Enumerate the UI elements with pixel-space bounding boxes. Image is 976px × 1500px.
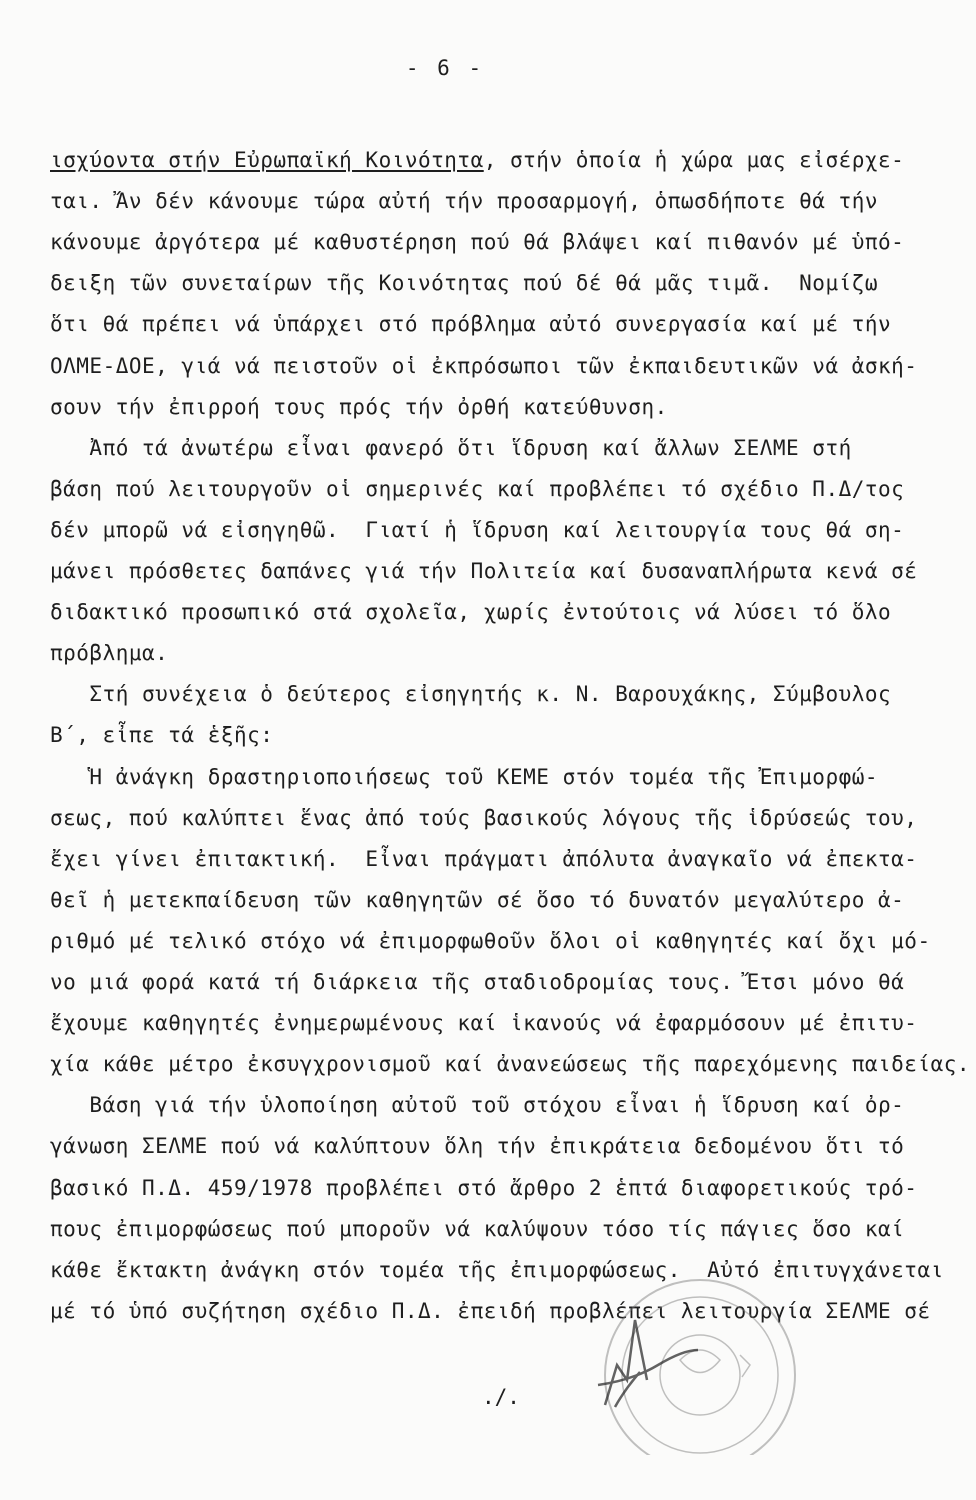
official-stamp-icon: [560, 1235, 940, 1455]
line-text: , στήν ὁποία ἡ χώρα μας εἰσέρχε-: [483, 148, 905, 172]
text-line: [50, 150, 904, 171]
text-line: ριθμό μέ τελικό στόχο νά ἐπιμορφωθοῦν ὅλοι οἱ καθηγητές καί ὄχι μό-: [50, 928, 931, 953]
underlined-phrase: ισχύοντα στήν Εὐρωπαϊκή Κοινότητα: [50, 148, 484, 172]
text-line: βάση πού λειτουργοῦν οἱ σημερινές καί προβλέπει τό σχέδιο Π.Δ/τος: [50, 476, 905, 501]
text-line: βασικό Π.Δ. 459/1978 προβλέπει στό ἄρθρο 2 ἑπτά διαφορετικούς τρό-: [50, 1175, 918, 1200]
text-line: κάνουμε ἀργότερα μέ καθυστέρηση πού θά βλάψει καί πιθανόν μέ ὑπό-: [50, 230, 905, 255]
text-line: πους ἐπιμορφώσεως πού μποροῦν νά καλύψουν τόσο τίς πάγιες ὅσο καί: [50, 1216, 905, 1241]
text-line: μέ τό ὑπό συζήτηση σχέδιο Π.Δ. ἐπειδή προβλέπει λειτουργία ΣΕΛΜΕ σέ: [50, 1298, 931, 1323]
text-line: διδακτικό προσωπικό στά σχολεῖα, χωρίς ἐντούτοις νά λύσει τό ὅλο: [50, 600, 892, 625]
text-line: θεῖ ἡ μετεκπαίδευση τῶν καθηγητῶν σέ ὅσο τό δυνατόν μεγαλύτερο ἀ-: [50, 887, 905, 912]
text-line: σουν τήν ἐπιρροή τους πρός τήν ὀρθή κατεύθυνση.: [50, 394, 668, 419]
text-line: ὅτι θά πρέπει νά ὑπάρχει στό πρόβλημα αὐτό συνεργασία καί μέ τήν: [50, 312, 892, 337]
text-line: Β΄, εἶπε τά ἑξῆς:: [50, 723, 274, 748]
text-line: μάνει πρόσθετες δαπάνες γιά τήν Πολιτεία καί δυσαναπλήρωτα κενά σέ: [50, 559, 918, 583]
text-line: ἔχει γίνει ἐπιτακτική. Εἶναι πράγματι ἀπόλυτα ἀναγκαῖο νά ἐπεκτα-: [50, 846, 918, 871]
text-line: νο μιά φορά κατά τή διάρκεια τῆς σταδιοδρομίας τους. Ἔτσι μόνο θά: [50, 970, 905, 994]
page-number: - 6 -: [405, 56, 485, 80]
text-line: Βάση γιά τήν ὑλοποίηση αὐτοῦ τοῦ στόχου εἶναι ἡ ἵδρυση καί ὀρ-: [50, 1093, 905, 1118]
text-line: χία κάθε μέτρο ἐκσυγχρονισμοῦ καί ἀνανεώσεως τῆς παρεχόμενης παιδείας.: [50, 1052, 971, 1077]
text-line: Στή συνέχεια ὁ δεύτερος εἰσηγητής κ. Ν. Βαρουχάκης, Σύμβουλος: [50, 682, 892, 707]
continuation-mark: ./.: [482, 1385, 520, 1409]
text-line: δέν μπορῶ νά εἰσηγηθῶ. Γιατί ἡ ἵδρυση καί λειτουργία τους θά ση-: [50, 517, 905, 542]
text-line: Ἀπό τά ἀνωτέρω εἶναι φανερό ὅτι ἵδρυση καί ἄλλων ΣΕΛΜΕ στή: [50, 435, 852, 460]
text-line: πρόβλημα.: [50, 641, 169, 666]
text-line: ται. Ἄν δέν κάνουμε τώρα αὐτή τήν προσαρμογή, ὁπωσδήποτε θά τήν: [50, 189, 879, 214]
text-line: κάθε ἔκτακτη ἀνάγκη στόν τομέα τῆς ἐπιμορφώσεως. Αὐτό ἐπιτυγχάνεται: [50, 1257, 944, 1282]
text-line: ΟΛΜΕ-ΔΟΕ, γιά νά πειστοῦν οἱ ἐκπρόσωποι τῶν ἐκπαιδευτικῶν νά ἀσκή-: [50, 353, 918, 378]
text-line: δειξη τῶν συνεταίρων τῆς Κοινότητας πού δέ θά μᾶς τιμᾶ. Νομίζω: [50, 271, 879, 296]
text-line: ἔχουμε καθηγητές ἐνημερωμένους καί ἱκανούς νά ἐφαρμόσουν μέ ἐπιτυ-: [50, 1011, 918, 1036]
text-line: σεως, πού καλύπτει ἕνας ἀπό τούς βασικούς λόγους τῆς ἱδρύσεώς του,: [50, 805, 918, 830]
text-line: Ἡ ἀνάγκη δραστηριοποιήσεως τοῦ ΚΕΜΕ στόν τομέα τῆς Ἐπιμορφώ-: [50, 764, 879, 789]
text-line: γάνωση ΣΕΛΜΕ πού νά καλύπτουν ὅλη τήν ἐπικράτεια δεδομένου ὅτι τό: [50, 1134, 905, 1159]
